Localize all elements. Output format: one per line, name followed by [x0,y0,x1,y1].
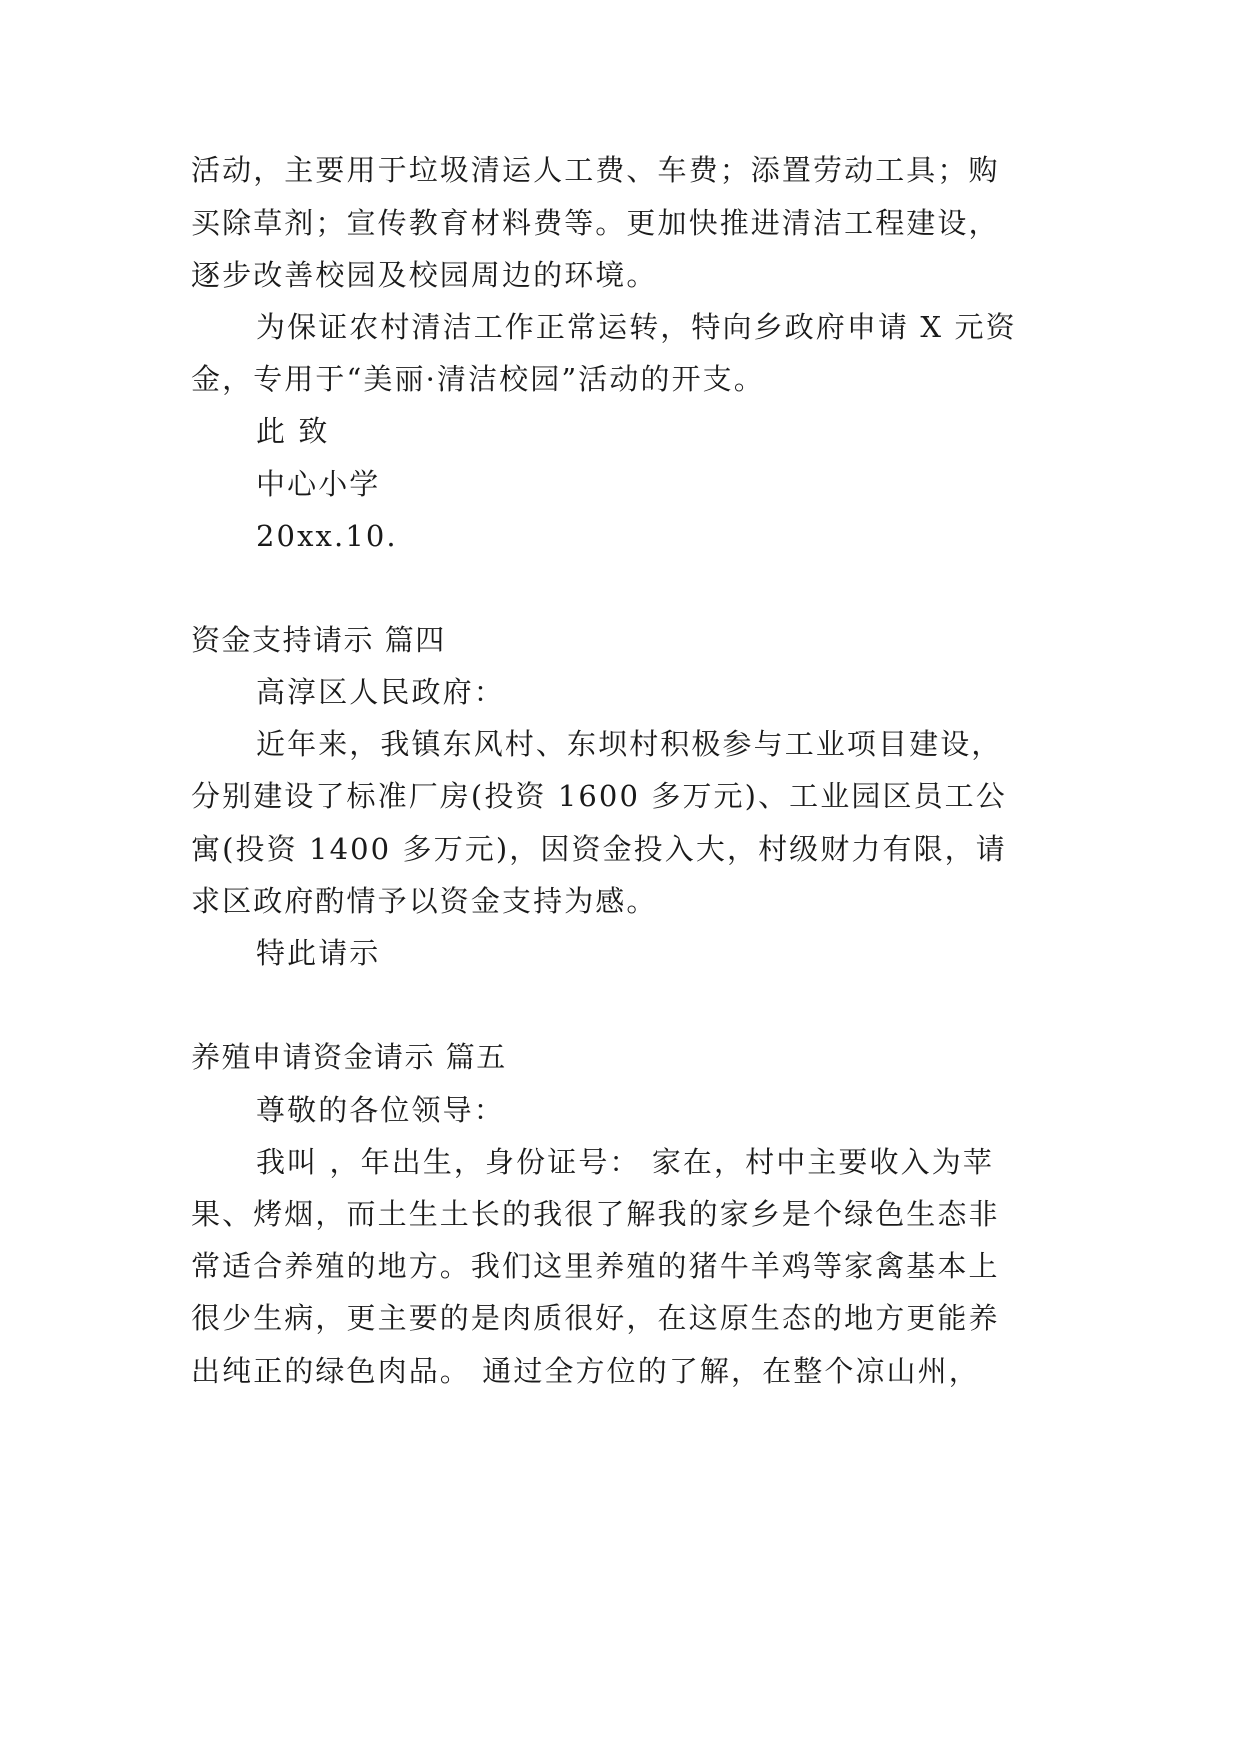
s3-para1-line-3: 逐步改善校园及校园周边的环境。 [191,258,658,292]
s3-signature: 中心小学 [256,467,381,501]
s3-closing: 此 致 [256,414,330,448]
s5-salutation: 尊敬的各位领导： [256,1093,505,1127]
s3-date: 20xx.10. [256,519,398,553]
s3-para1-line-1: 活动，主要用于垃圾清运人工费、车费；添置劳动工具；购 [191,153,1000,187]
s3-para2-line-1: 为保证农村清洁工作正常运转，特向乡政府申请 X 元资 [256,310,1017,344]
s4-title: 资金支持请示 篇四 [191,623,446,657]
s3-para2-line-2: 金，专用于“美丽·清洁校园”活动的开支。 [191,362,765,396]
s5-body-line-1: 我叫 ，年出生，身份证号： 家在，村中主要收入为苹 [256,1145,994,1179]
s3-para1-line-2: 买除草剂；宣传教育材料费等。更加快推进清洁工程建设， [191,206,1000,240]
s5-body-line-4: 很少生病，更主要的是肉质很好，在这原生态的地方更能养 [191,1301,1000,1335]
s5-title: 养殖申请资金请示 篇五 [191,1040,507,1074]
s5-body-line-3: 常适合养殖的地方。我们这里养殖的猪牛羊鸡等家禽基本上 [191,1249,1000,1283]
s4-body-line-3: 寓(投资 1400 多万元)，因资金投入大，村级财力有限，请 [191,832,1007,866]
s4-body-line-4: 求区政府酌情予以资金支持为感。 [191,884,658,918]
s4-body-line-1: 近年来，我镇东风村、东坝村积极参与工业项目建设， [256,727,1003,761]
s4-addressee: 高淳区人民政府： [256,675,505,709]
s4-body-line-2: 分别建设了标准厂房(投资 1600 多万元)、工业园区员工公 [191,779,1007,813]
s4-closing: 特此请示 [256,936,381,970]
s5-body-line-5: 出纯正的绿色肉品。 通过全方位的了解，在整个凉山州， [191,1354,980,1388]
s5-body-line-2: 果、烤烟，而土生土长的我很了解我的家乡是个绿色生态非 [191,1197,1000,1231]
